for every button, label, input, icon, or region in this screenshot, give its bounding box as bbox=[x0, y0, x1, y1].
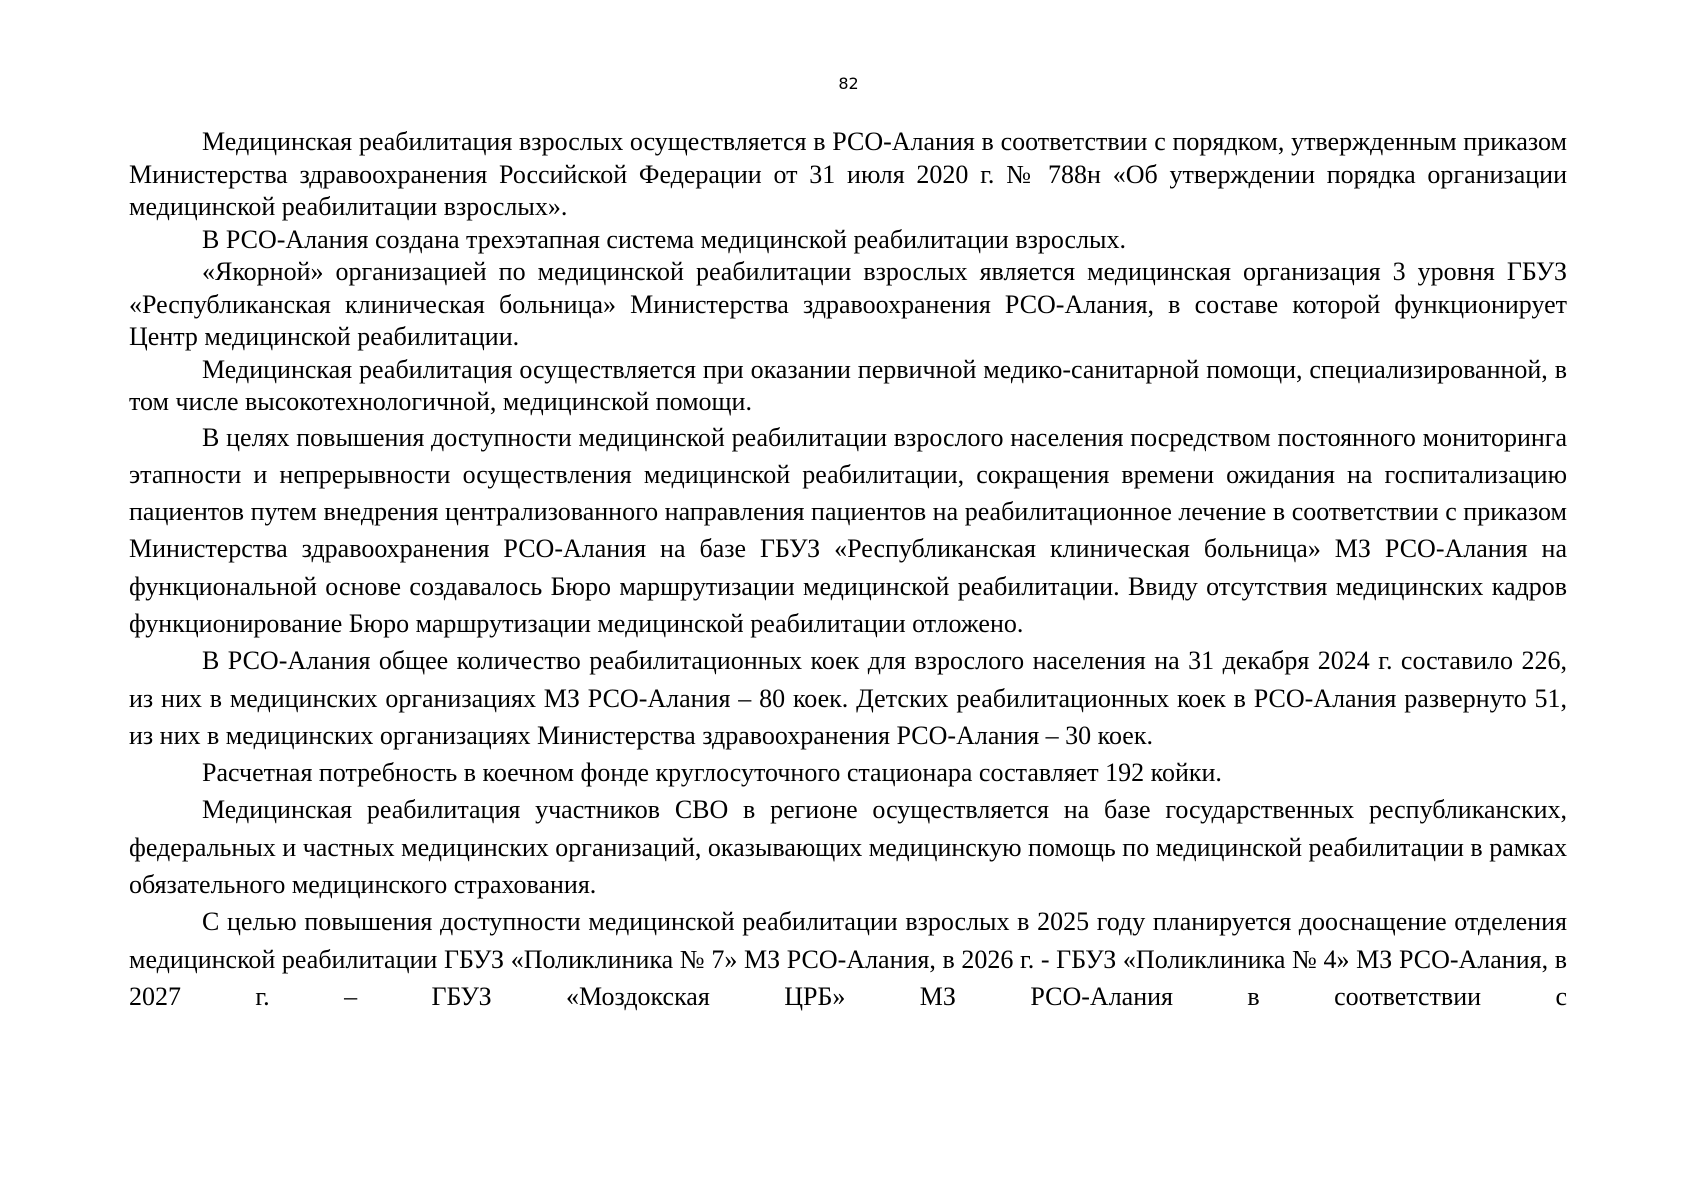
document-body bbox=[129, 126, 1567, 1015]
paragraph-equipment-plan: С целью повышения доступности медицинской реабилитации взрослых в 2025 году планируется дооснащение отделения медицинской реабилитации ГБУЗ «Поликлиника № 7» МЗ РСО-Алания, в 2026 г. - ГБУЗ «Поликлиника № 4» МЗ РСО-Алания, в 2027 г. – ГБУЗ «Моздокская ЦРБ» МЗ РСО-Алания в соответствии с bbox=[129, 907, 1567, 1011]
paragraph-three-stage-system: В РСО-Алания создана трехэтапная система медицинской реабилитации взрослых. bbox=[202, 224, 1127, 254]
paragraph-routing-bureau: В целях повышения доступности медицинской реабилитации взрослого населения посредством постоянного мониторинга этапности и непрерывности осуществления медицинской реабилитации, сокращения времени ожидания на госпитализацию пациентов путем внедрения централизованного направления пациентов на реабилитационное лечение в соответствии с приказом Министерства здравоохранения РСО-Алания на базе ГБУЗ «Республиканская клиническая больница» МЗ РСО-Алания на функциональной основе создавалось Бюро маршрутизации медицинской реабилитации. Ввиду отсутствия медицинских кадров функционирование Бюро маршрутизации медицинской реабилитации отложено. bbox=[129, 422, 1567, 638]
paragraph-svo-participants: Медицинская реабилитация участников СВО в регионе осуществляется на базе государственных республиканских, федеральных и частных медицинских организаций, оказывающих медицинскую помощь по медицинской реабилитации в рамках обязательного медицинского страхования. bbox=[129, 795, 1567, 900]
page-number: 82 bbox=[838, 74, 859, 93]
paragraph-rehab-order: Медицинская реабилитация взрослых осуществляется в РСО-Алания в соответствии с порядком, утвержденным приказом Министерства здравоохранения Российской Федерации от 31 июля 2020 г. № 788н «Об утверждении порядка организации медицинской реабилитации взрослых». bbox=[129, 127, 1567, 221]
paragraph-anchor-organization: «Якорной» организацией по медицинской реабилитации взрослых является медицинская организация 3 уровня ГБУЗ «Республиканская клиническая больница» Министерства здравоохранения РСО-Алания, в составе которой функционирует Центр медицинской реабилитации. bbox=[129, 257, 1567, 351]
paragraph-bed-count: В РСО-Алания общее количество реабилитационных коек для взрослого населения на 31 декабря 2024 г. составило 226, из них в медицинских организациях МЗ РСО-Алания – 80 коек. Детских реабилитационных коек в РСО-Алания развернуто 51, из них в медицинских организациях Министерства здравоохранения РСО-Алания – 30 коек. bbox=[129, 646, 1567, 750]
paragraph-bed-need: Расчетная потребность в коечном фонде круглосуточного стационара составляет 192 койки. bbox=[202, 758, 1222, 788]
paragraph-care-types: Медицинская реабилитация осуществляется при оказании первичной медико-санитарной помощи, специализированной, в том числе высокотехнологичной, медицинской помощи. bbox=[129, 354, 1567, 416]
